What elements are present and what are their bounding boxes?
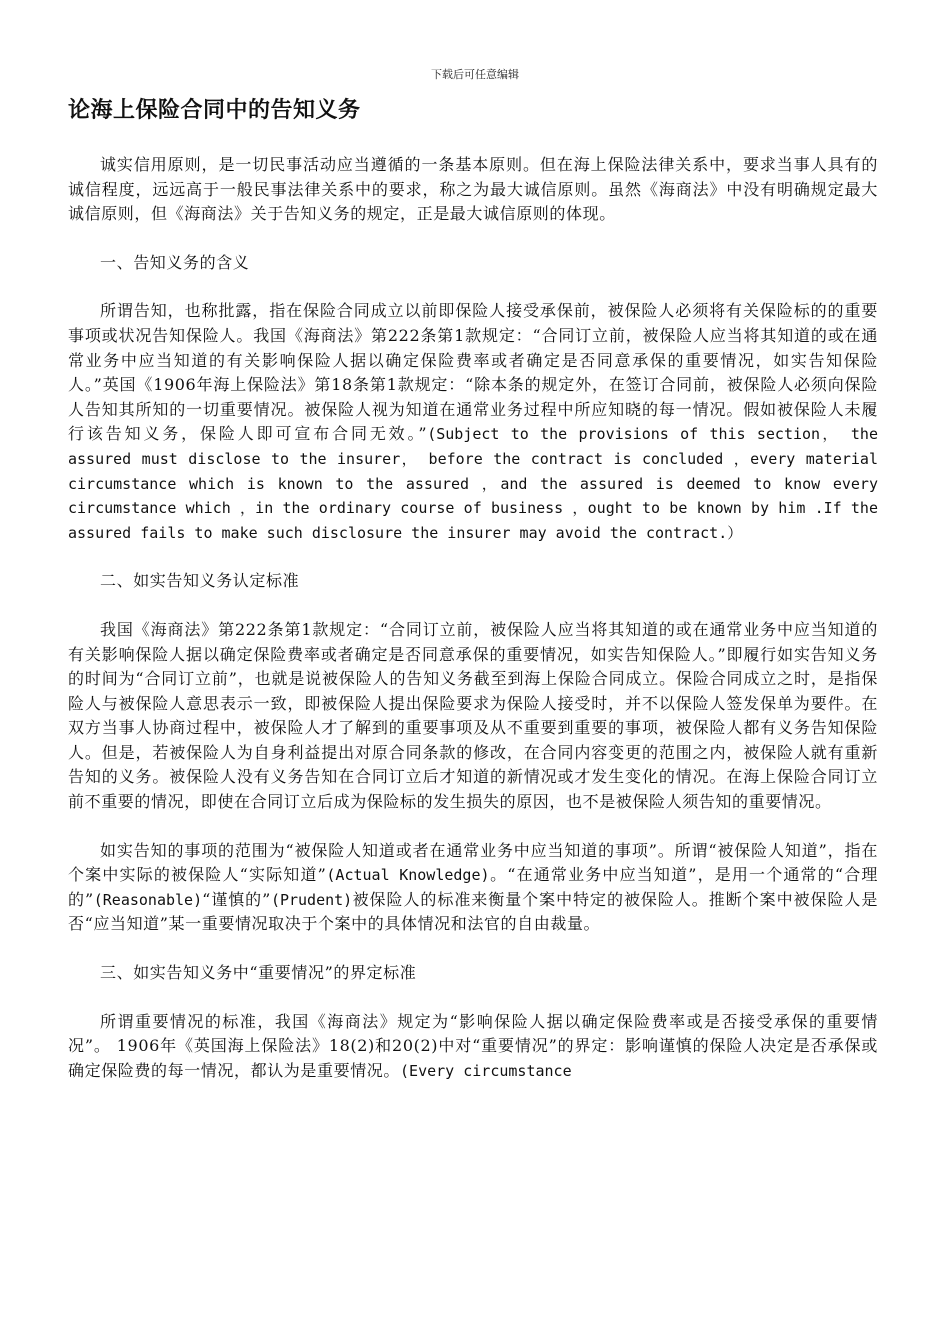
english-term: (Reasonable) (93, 890, 203, 909)
english-quote: (Every circumstance (400, 1061, 572, 1080)
paragraph-disclosure-scope (68, 839, 878, 937)
document-title: 论海上保险合同中的告知义务 (68, 98, 361, 123)
section-heading-1: 一、告知义务的含义 (100, 252, 250, 272)
document-body (68, 153, 878, 1107)
paragraph-disclosure-definition (68, 299, 878, 545)
paragraph-text: 如实告知的事项的范围为“被保险人知道或者在通常业务中应当知道的事项”。所谓“被保险人知道”，指在个案中实际的被保险人“实际知道” (68, 840, 878, 885)
paragraph-text: 被保险人的标准来衡量个案中特定的被保险人。推断个案中被保险人是否“应当知道”某一重要情况取决于个案中的具体情况和法官的自由裁量。 (68, 889, 878, 934)
section-heading-2: 二、如实告知义务认定标准 (100, 571, 300, 591)
paragraph-disclosure-standard: 我国《海商法》第222条第1款规定：“合同订立前，被保险人应当将其知道的或在通常业务中应当知道的有关影响保险人据以确定保险费率或者确定是否同意承保的重要情况，如实告知保险人。”即履行如实告知义务的时间为“合同订立前”，也就是说被保险人的告知义务截至到海上保险合同成立。保险合同成立之时，是指保险人与被保险人意思表示一致，即被保险人提出保险要求为保险人接受时，并不以保险人签发保单为要件。在双方当事人协商过程中，被保险人才了解到的重要事项及从不重要到重要的事项，被保险人都有义务告知保险人。但是，若被保险人为自身利益提出对原合同条款的修改，在合同内容变更的范围之内，被保险人就有重新告知的义务。被保险人没有义务告知在合同订立后才知道的新情况或才发生变化的情况。在海上保险合同订立前不重要的情况，即使在合同订立后成为保险标的发生损失的原因，也不是被保险人须告知的重要情况。 (68, 619, 878, 812)
english-term: (Actual Knowledge) (326, 866, 490, 885)
paragraph-text: “谨慎的” (202, 889, 271, 909)
english-quote: (Subject to the provisions of this section， the assured must disclose to the insurer， before the contract is concluded ，every material circumstance which is known to the assured ，and the assured is deemed to know every circumstance which ，in the ordinary course of business ，ought to be known by him .If the assured fails to make such disclosure the insurer may avoid the contract.） (68, 425, 878, 542)
paragraph-text: 。“在通常业务中应当知道”，是用一个通常的“合理的” (68, 865, 878, 909)
paragraph-text: 所谓重要情况的标准，我国《海商法》规定为“影响保险人据以确定保险费率或是否接受承保的重要情况”。 1906年《英国海上保险法》18(2)和20(2)中对“重要情况”的界定：影响谨慎的保险人决定是否承保或确定保险费的每一情况，都认为是重要情况。 (68, 1011, 878, 1080)
paragraph-text-zh: 所谓告知，也称批露，指在保险合同成立以前即保险人接受承保前，被保险人必须将有关保险标的的重要事项或状况告知保险人。我国《海商法》第222条第1款规定：“合同订立前，被保险人应当将其知道的或在通常业务中应当知道的有关影响保险人据以确定保险费率或者确定是否同意承保的重要情况，如实告知保险人。”英国《1906年海上保险法》第18条第1款规定：“除本条的规定外，在签订合同前，被保险人必须向保险人告知其所知的一切重要情况。被保险人视为知道在通常业务过程中所应知晓的每一情况。假如被保险人未履行该告知义务，保险人即可宣布合同无效。” (68, 301, 878, 444)
english-term: (Prudent) (270, 890, 353, 909)
header-note: 下载后可任意编辑 (431, 68, 519, 81)
paragraph-material-circumstance (68, 1010, 878, 1084)
intro-paragraph: 诚实信用原则，是一切民事活动应当遵循的一条基本原则。但在海上保险法律关系中，要求当事人具有的诚信程度，远远高于一般民事法律关系中的要求，称之为最大诚信原则。虽然《海商法》中没有明确规定最大诚信原则，但《海商法》关于告知义务的规定，正是最大诚信原则的体现。 (68, 155, 878, 224)
section-heading-3: 三、如实告知义务中“重要情况”的界定标准 (100, 963, 417, 983)
